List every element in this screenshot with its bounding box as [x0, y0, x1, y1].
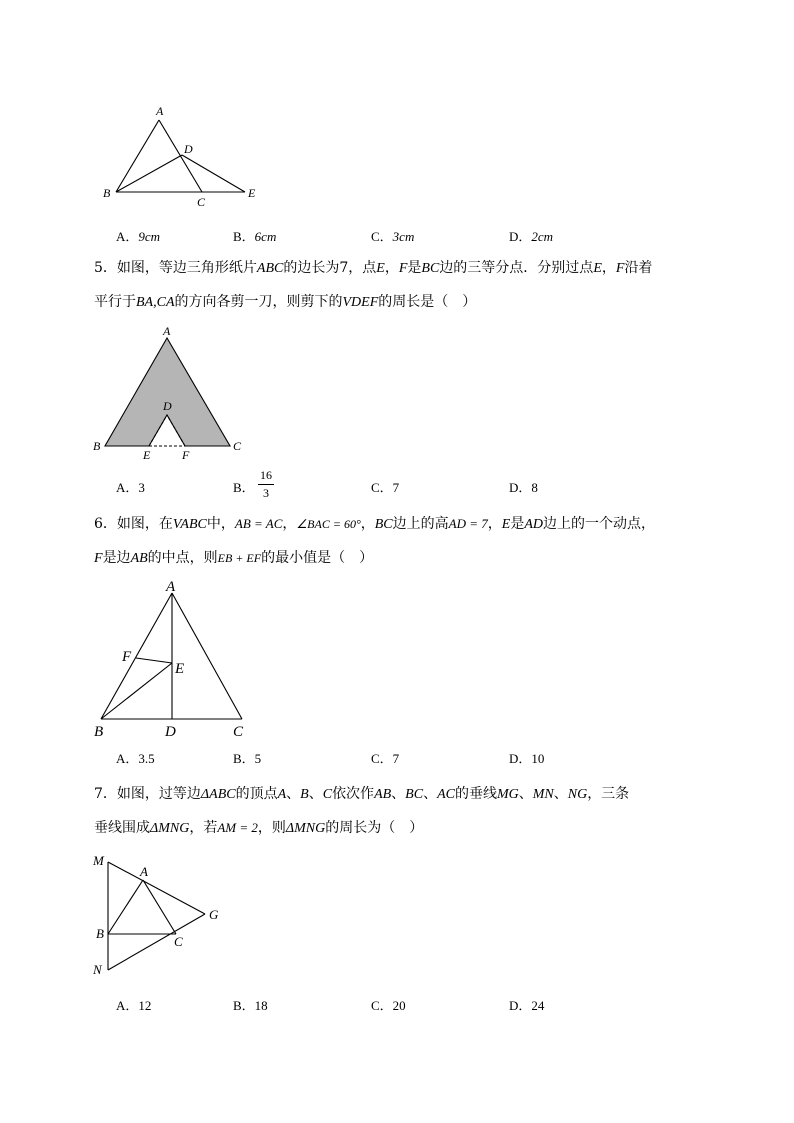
text: 7．如图，过等边: [94, 786, 201, 802]
vertex-label-b: B: [103, 186, 111, 200]
option-letter: A．: [116, 229, 139, 244]
q4-option-d: [509, 229, 553, 245]
text: ，三条: [587, 786, 630, 802]
vertex-label-e: E: [143, 448, 151, 462]
q4-option-a: [116, 229, 160, 245]
math: ΔMNG: [150, 821, 190, 836]
vertex-label-e: E: [248, 186, 256, 200]
text: ，: [601, 260, 616, 276]
math: B: [300, 787, 309, 802]
figure-q4: [95, 100, 275, 210]
text: 平行于: [94, 294, 136, 310]
math: BC: [421, 261, 440, 276]
q5-text-line-1: [94, 258, 652, 279]
figure-q5: [90, 322, 260, 462]
text: 、: [553, 786, 568, 802]
vertex-label-f: F: [182, 448, 190, 462]
math: MN: [532, 787, 554, 802]
text: 是边: [102, 550, 131, 566]
vertex-label-f: F: [122, 649, 132, 665]
math: F: [615, 261, 625, 276]
math: EB + EF: [217, 551, 262, 565]
option-letter: B．: [233, 480, 255, 495]
text: 的垂线: [454, 786, 497, 802]
option-value: 9cm: [138, 229, 161, 244]
vertex-label-c: C: [197, 195, 206, 209]
text: 、: [391, 786, 406, 802]
text: 的周长是（ ）: [378, 294, 477, 310]
text: 、: [286, 786, 301, 802]
text: 中，: [206, 516, 235, 532]
math: F: [398, 261, 408, 276]
q7-option-b: B．18: [233, 998, 268, 1013]
vertex-label-n: N: [93, 962, 102, 977]
text: 垂线围成: [94, 820, 150, 836]
q6-option-a: A．3.5: [116, 751, 155, 766]
math: C: [322, 787, 333, 802]
math: NG: [567, 787, 588, 802]
vertex-label-a: A: [166, 579, 176, 595]
text: ，: [360, 516, 375, 532]
numerator: 16: [260, 468, 272, 482]
text: 边上的一个动点，: [542, 516, 655, 532]
text: 沿着: [624, 260, 653, 276]
q4-option-c: [371, 229, 414, 245]
option-letter: C．: [371, 229, 393, 244]
vertex-label-c: C: [174, 934, 183, 949]
text: 的顶点: [235, 786, 278, 802]
text: ，若: [189, 820, 218, 836]
q7-text-line-1: [94, 784, 629, 805]
math: AB: [130, 551, 148, 566]
math: AB = AC: [234, 516, 283, 531]
math: A: [277, 787, 287, 802]
q4-option-b: [233, 229, 276, 245]
vertex-label-d: D: [165, 724, 176, 740]
q5-option-b: [233, 480, 255, 496]
math: ABC: [256, 261, 284, 276]
text: 依次作: [332, 786, 375, 802]
text: 的边长为7，点: [283, 260, 377, 276]
math: ∠BAC = 60°: [296, 517, 361, 531]
math: E: [501, 517, 511, 532]
text: 6．如图，在: [94, 516, 173, 532]
text: 、: [423, 786, 438, 802]
text: ，则: [257, 820, 286, 836]
vertex-label-b: B: [94, 724, 104, 740]
q7-option-a: A．12: [116, 998, 152, 1013]
math: AD: [524, 517, 543, 532]
fraction-16-over-3: [258, 468, 274, 501]
math: ΔABC: [200, 787, 236, 802]
text: ，: [282, 516, 297, 532]
denominator: 3: [263, 486, 269, 500]
vertex-label-a: A: [163, 324, 171, 338]
option-letter: D．: [509, 229, 532, 244]
q6-text-line-2: [94, 548, 373, 569]
text: 的中点，则: [147, 550, 218, 566]
q6-option-c: C．7: [371, 751, 400, 766]
vertex-label-m: M: [93, 853, 104, 868]
text: ，: [384, 260, 399, 276]
vertex-label-c: C: [233, 439, 242, 453]
q6-text-line-1: [94, 514, 655, 535]
vertex-label-d: D: [163, 399, 172, 413]
math: AC: [437, 787, 455, 802]
figure-q7: [88, 848, 238, 983]
fraction-bar: [258, 484, 274, 485]
text: 边上的高: [392, 516, 449, 532]
text: 是: [407, 260, 422, 276]
math: E: [376, 261, 385, 276]
q5-option-c: C．7: [371, 480, 400, 495]
text: 的最小值是（ ）: [261, 550, 374, 566]
text: 、: [518, 786, 533, 802]
option-value: 3cm: [392, 229, 415, 244]
text: 的方向各剪一刀，则剪下的: [174, 294, 343, 310]
math: AD = 7: [448, 516, 488, 531]
q7-option-d: D．24: [509, 998, 545, 1013]
text: 是: [510, 516, 525, 532]
math: BC: [374, 517, 393, 532]
option-value: 6cm: [254, 229, 277, 244]
vertex-label-c: C: [233, 724, 244, 740]
vertex-label-a: A: [140, 864, 148, 879]
math: VABC: [172, 517, 207, 532]
math: VDEF: [342, 295, 379, 310]
math: BA,CA: [136, 295, 175, 310]
shaded-paper-region: [105, 338, 230, 446]
math: F: [94, 551, 103, 566]
vertex-label-g: G: [209, 907, 219, 922]
vertex-label-d: D: [184, 142, 193, 156]
text: 的周长为（ ）: [325, 820, 424, 836]
option-letter: B．: [233, 229, 255, 244]
q7-text-line-2: [94, 818, 423, 839]
math: ΔMNG: [285, 821, 326, 836]
q6-option-d: D．10: [509, 751, 545, 766]
math: AB: [374, 787, 392, 802]
math: E: [593, 261, 602, 276]
q6-option-b: B．5: [233, 751, 262, 766]
q5-text-line-2: [94, 292, 476, 313]
text: 边的三等分点．分别过点: [439, 260, 594, 276]
vertex-label-e: E: [175, 661, 185, 677]
q7-option-c: C．20: [371, 998, 406, 1013]
vertex-label-b: B: [96, 926, 104, 941]
q5-option-a: A．3: [116, 480, 145, 495]
text: 、: [308, 786, 323, 802]
figure-q6: [90, 576, 260, 742]
math: AM = 2: [217, 820, 258, 835]
vertex-label-b: B: [93, 439, 101, 453]
text: ，: [487, 516, 502, 532]
option-value: 2cm: [531, 229, 554, 244]
math: MG: [496, 787, 519, 802]
vertex-label-a: A: [156, 104, 164, 118]
q5-option-d: D．8: [509, 480, 538, 495]
text: 5．如图，等边三角形纸片: [94, 260, 257, 276]
math: BC: [405, 787, 424, 802]
